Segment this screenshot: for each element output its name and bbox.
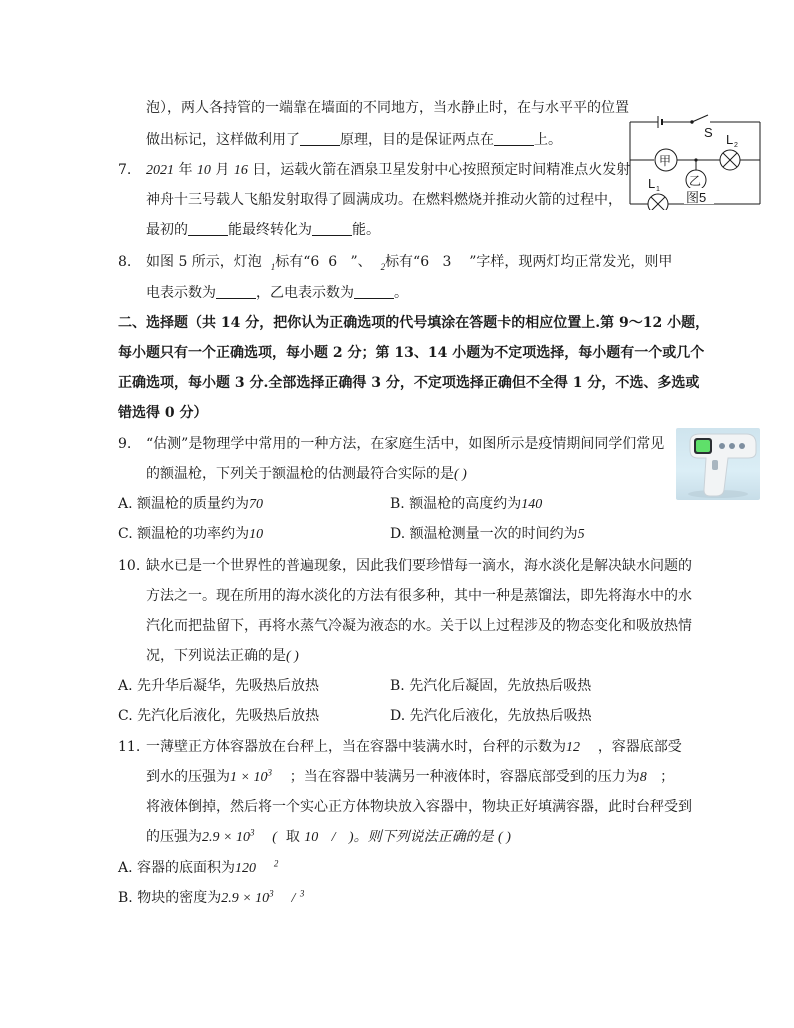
answer-blank[interactable] [312, 221, 352, 236]
q11-option-b[interactable] [118, 888, 304, 909]
q9-text: 的额温枪，下列关于额温枪的估测最符合实际的是 [146, 466, 454, 482]
q11-text: ； [660, 769, 675, 785]
section-2-line-1: 二、选择题（共 14 分，把你认为正确选项的代号填涂在答题卡的相应位置上.第 9～12 小题， [118, 315, 710, 331]
q7-text: 月 [215, 162, 230, 178]
q11-text: 到水的压强为 [146, 769, 230, 785]
q10-text: 况，下列说法正确的是 [146, 648, 286, 664]
q7-line-2: 神舟十三号载人飞船发射取得了圆满成功。在燃料燃烧并推动火箭的过程中， [146, 192, 622, 208]
q10-number: 10. [118, 558, 141, 574]
q11-number: 11. [118, 739, 141, 755]
q11-option-a[interactable] [118, 858, 278, 879]
q11-text: ( [272, 830, 277, 845]
q6-line-2 [146, 130, 562, 150]
q11-line-2 [146, 767, 674, 788]
forehead-thermometer-image [676, 428, 760, 500]
q7-line-3 [146, 220, 380, 240]
lamp-l2-label: L [726, 132, 734, 147]
section-2-line-2: 每小题只有一个正确选项，每小题 2 分；第 13、14 小题为不定项选择，每小题有一个或几个 [118, 345, 705, 361]
q9-option-a[interactable] [118, 494, 263, 515]
option-text: B. 物块的密度为 [118, 890, 222, 906]
q10-line-1: 缺水已是一个世界性的普遍现象，因此我们要珍惜每一滴水，海水淡化是解决缺水问题的 [146, 558, 692, 574]
q7-month: 10 [196, 163, 211, 178]
q7-year: 2021 [146, 163, 174, 178]
q11-line-1 [146, 737, 682, 758]
option-value: 140 [521, 497, 543, 512]
option-text: D. 额温枪测量一次的时间约为 [390, 526, 578, 542]
answer-paren[interactable]: ( ) [454, 467, 467, 482]
q7-day: 16 [233, 163, 248, 178]
q7-number: 7. [118, 162, 132, 178]
q10-line-3: 汽化而把盐留下，再将水蒸气冷凝为液态的水。关于以上过程涉及的物态变化和吸放热情 [146, 618, 692, 634]
q11-value: 10 [304, 830, 319, 845]
option-value: 5 [577, 527, 585, 542]
answer-blank[interactable] [494, 131, 534, 146]
answer-blank[interactable] [354, 284, 394, 299]
q10-option-b[interactable]: B. 先汽化后凝固，先放热后吸热 [390, 678, 592, 694]
q8-text: 6 [328, 254, 338, 270]
q11-text: / [331, 830, 336, 845]
q8-sub: 1 [270, 261, 276, 272]
q8-line-2 [146, 283, 408, 303]
option-exponent: 2 [273, 858, 279, 869]
q8-text: ”、 [350, 254, 372, 270]
q11-text: 的压强为 [146, 829, 202, 845]
q8-text: 电表示数为 [146, 285, 216, 301]
q11-exponent: 3 [249, 827, 255, 838]
option-text: B. 额温枪的高度约为 [390, 496, 522, 512]
meter-jia-label: 甲 [659, 154, 672, 168]
q11-exponent: 3 [267, 767, 272, 778]
q8-number: 8. [118, 254, 132, 270]
q11-text: 一薄壁正方体容器放在台秤上，当在容器中装满水时，台秤的示数为 [146, 739, 566, 755]
figure-caption: 图5 [686, 190, 707, 205]
q7-text: 最初的 [146, 222, 188, 238]
q8-text: 3 [442, 254, 452, 270]
answer-blank[interactable] [216, 284, 256, 299]
q8-text: ”字样，现两灯均正常发光，则甲 [469, 254, 673, 270]
q8-line-1 [146, 252, 672, 272]
option-value: 2.9 × 10 [221, 891, 270, 906]
q9-option-b[interactable] [390, 494, 542, 515]
q7-text: 能最终转化为 [228, 222, 312, 238]
q6-line-1: 泡），两人各持管的一端靠在墙面的不同地方，当水静止时，在与水平平的位置 [146, 100, 629, 116]
option-value: 70 [249, 497, 264, 512]
lamp-l1-subscript: 1 [656, 186, 660, 193]
option-exponent: 3 [269, 888, 274, 899]
q11-value: 1 × 10 [230, 770, 268, 785]
q9-option-d[interactable] [390, 524, 585, 545]
q9-option-c[interactable] [118, 524, 263, 545]
option-text: A. 容器的底面积为 [118, 860, 236, 876]
meter-yi-label: 乙 [689, 174, 702, 188]
q11-value: 2.9 × 10 [202, 830, 250, 845]
q11-text: )。则下列说法正确的是 [348, 830, 494, 845]
q8-sub: 2 [380, 261, 386, 272]
switch-label: S [704, 125, 713, 140]
q7-text: 日，运载火箭在酒泉卫星发射中心按照预定时间精准点火发射 [252, 162, 631, 178]
q6-text: 上。 [534, 132, 562, 148]
answer-blank[interactable] [188, 221, 228, 236]
q10-line-2: 方法之一。现在所用的海水淡化的方法有很多种，其中一种是蒸馏法，即先将海水中的水 [146, 588, 692, 604]
option-value: / [291, 891, 296, 906]
q8-text: 标有“6 [385, 254, 430, 270]
option-exponent: 3 [299, 888, 305, 899]
q7-text: 能。 [352, 222, 380, 238]
answer-paren[interactable]: ( ) [498, 830, 511, 845]
q8-text: 如图 5 所示，灯泡 [146, 254, 262, 270]
q7-line-1 [146, 160, 630, 181]
q8-text: ，乙电表示数为 [256, 285, 354, 301]
q10-option-a[interactable]: A. 先升华后凝华，先吸热后放热 [118, 678, 320, 694]
section-2-line-4: 错选得 0 分） [118, 405, 208, 421]
q9-number: 9. [118, 436, 132, 452]
lamp-l2-subscript: 2 [734, 142, 738, 149]
q11-text: 取 [285, 829, 300, 845]
q6-text: 做出标记，这样做利用了 [146, 132, 300, 148]
section-2-line-3: 正确选项，每小题 3 分.全部选择正确得 3 分，不定项选择正确但不全得 1 分，不选、多选或 [118, 375, 700, 391]
q8-text: 。 [394, 285, 408, 301]
q10-option-d[interactable]: D. 先汽化后液化，先放热后吸热 [390, 708, 592, 724]
q11-line-4 [146, 827, 511, 848]
q11-value: 8 [639, 770, 647, 785]
q7-text: 年 [178, 162, 193, 178]
q9-line-1: “估测”是物理学中常用的一种方法，在家庭生活中，如图所示是疫情期间同学们常见 [146, 436, 665, 452]
q10-option-c[interactable]: C. 先汽化后液化，先吸热后放热 [118, 708, 320, 724]
lamp-l1-label: L [648, 176, 656, 191]
q11-value: 12 [566, 740, 580, 755]
q11-text: ；当在容器中装满另一种液体时，容器底部受到的压力为 [289, 769, 640, 785]
circuit-diagram-figure-5 [624, 110, 764, 210]
answer-paren[interactable]: ( ) [286, 649, 299, 664]
q9-line-2 [146, 464, 467, 485]
option-text: A. 额温枪的质量约为 [118, 496, 250, 512]
option-text: C. 额温枪的功率约为 [118, 526, 250, 542]
answer-blank[interactable] [300, 131, 340, 146]
q11-line-3: 将液体倒掉，然后将一个实心正方体物块放入容器中，物块正好填满容器，此时台秤受到 [146, 799, 692, 815]
q11-text: ，容器底部受 [597, 739, 682, 755]
q10-line-4 [146, 646, 299, 667]
option-value: 10 [249, 527, 264, 542]
q6-text: 原理，目的是保证两点在 [340, 132, 494, 148]
q8-text: 标有“6 [275, 254, 320, 270]
thermometer-illustration [676, 428, 760, 500]
option-value: 120 [235, 861, 257, 876]
